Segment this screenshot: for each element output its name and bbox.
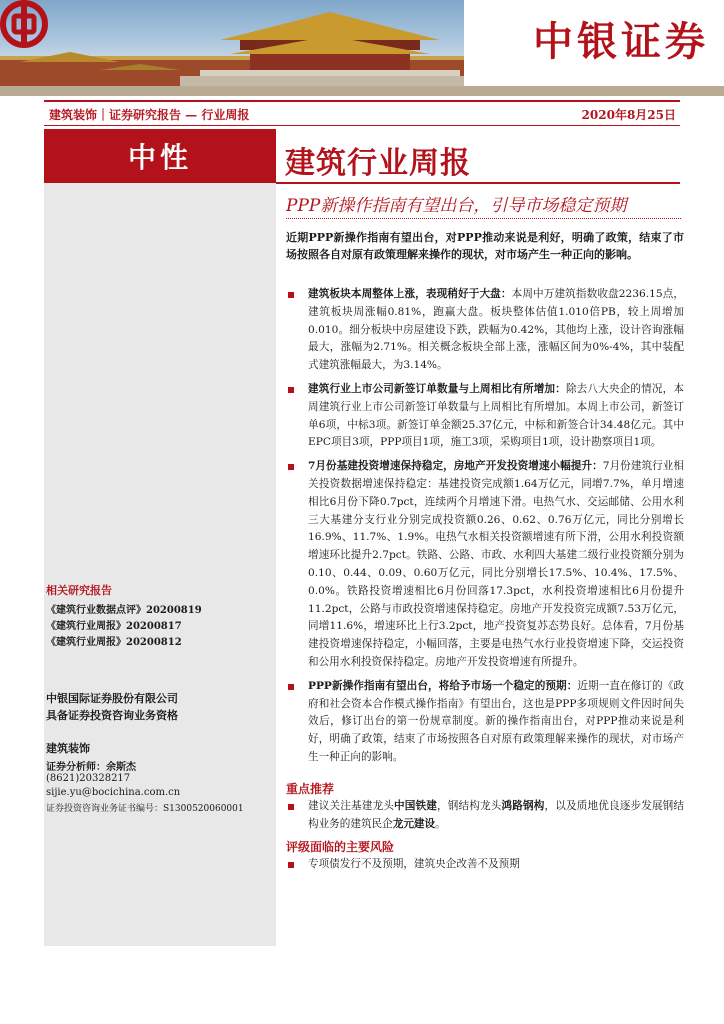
analyst-phone: (8621)20328217: [46, 773, 131, 784]
firm-qualification: 具备证券投资咨询业务资格: [46, 709, 178, 722]
report-summary: 近期PPP新操作指南有望出台，对PPP推动来说是利好，明确了政策，结束了市场按照各自对原有政策理解来操作的现状，对市场产生一种正向的影响。: [286, 231, 684, 261]
list-item: [286, 678, 684, 767]
analyst-email[interactable]: sijie.yu@bocichina.com.cn: [46, 787, 181, 798]
risk-text: 专项债发行不及预期，建筑央企改善不及预期: [308, 858, 520, 870]
bullet-body: 7月份建筑行业相关投资数据增速保持稳定：基建投资完成额1.64万亿元，同增7.7%，单月增速相比6月份下降0.7pct，连续两个月增速下滑。电热气水、交运邮储、公用水利三大基建分支行业分别完成投资额0.26、0.62、0.76万亿元，同比分别增长16.9%、11.7%、1.9%。电热气水相关投资额增速有所下滑，公用水利投资额增速环比提升2.7pct。铁路、公路、市政、水利四大基建二级行业投资额分别为0.10、0.44、0.09、0.60万亿元，同比分别增长17.5%、10.4%、17.5%、0.0%。铁路投资增速相比6月份回落17.3pct，水利投资增速相比6月份提升11.2pct，公路与市政投资增速保持稳定。房地产开发投资完成额7.53万亿元，同增11.6%，增速环比上行3.2pct，地产投资复苏态势良好。总体看，7月份基建投资增速保持稳定，小幅回落，主要是电热气水行业投资增速下降，交运投资和公用水利投资保持稳定。房地产开发投资增速有所提升。: [308, 460, 684, 668]
list-item: [286, 856, 684, 874]
bullet-square-icon: [288, 684, 294, 690]
boc-logo-icon: [0, 0, 48, 48]
list-item: [286, 458, 684, 672]
analyst-name: 证券分析师：余斯杰: [46, 762, 136, 773]
related-report-item: 《建筑行业数据点评》20200819: [46, 605, 202, 616]
rating-badge: 中性: [44, 129, 276, 183]
recommend-text: 建议关注基建龙头: [308, 800, 394, 812]
analyst-sector: 建筑装饰: [46, 742, 90, 755]
firm-name: 中银国际证券股份有限公司: [46, 692, 178, 705]
report-title: 建筑行业周报: [285, 146, 471, 181]
bullet-square-icon: [288, 292, 294, 298]
bullet-body: 本周中万建筑指数收盘2236.15点，建筑板块周涨幅0.81%，跑赢大盘。板块整体估值1.010倍PB，较上周增加0.010。细分板块中房屋建设下跌，跌幅为0.42%，其他均上涨，设计咨询涨幅最大，涨幅为2.71%。相关概念板块全部上涨，涨幅区间为0%-4%，其中装配式建筑涨幅最大，为3.14%。: [308, 288, 685, 372]
list-item: [286, 381, 684, 452]
bullet-lead: PPP新操作指南有望出台，将给予市场一个稳定的预期：: [308, 679, 578, 692]
related-report-item: 《建筑行业周报》20200817: [46, 621, 182, 632]
sidebar-panel: [44, 129, 276, 946]
analyst-certificate: 证券投资咨询业务证书编号：S1300520060001: [46, 804, 244, 814]
bullet-lead: 建筑板块本周整体上涨，表现稍好于大盘：: [308, 288, 512, 300]
stock-name: 中国铁建: [393, 800, 437, 812]
related-report-item: 《建筑行业周报》20200812: [46, 637, 182, 648]
bullet-lead: 建筑行业上市公司新签订单数量与上周相比有所增加：: [308, 382, 566, 395]
dotted-divider: [286, 218, 681, 219]
report-date: 2020年8月25日: [581, 108, 676, 122]
header-divider: [44, 100, 680, 102]
bullet-square-icon: [288, 387, 294, 393]
stock-name: 龙元建设: [392, 817, 436, 830]
related-reports-title: 相关研究报告: [46, 584, 112, 597]
subheader-divider: [44, 125, 680, 126]
bullet-body: 除去八大央企的情况，本周建筑行业上市公司新签订单数量与上周相比有所增加。本周上市公司，新签订单6项，中标3项。新签订单金额25.37亿元，中标和新签合计34.48亿元。其中EPC项目3项，PPP项目1项，施工3项，采购项目1项，设计勘察项目1项。: [308, 382, 685, 449]
recommend-title: 重点推荐: [286, 782, 335, 796]
list-item: [286, 286, 684, 375]
bullet-square-icon: [288, 804, 294, 810]
recommend-block: [286, 798, 684, 840]
bullet-body: 近期一直在修订的《政府和社会资本合作模式操作指南》有望出台，这也是PPP多项规则文件因时间失效后，修订出台的第一份规章制度。新的操作指南出台，对PPP推动来说是利好，明确了政策，结束了市场按照各自对原有政策理解来操作的现状，对市场产生一种正向的影响。: [308, 679, 684, 763]
key-points-list: [286, 286, 684, 773]
stock-name: 鸿路钢构: [501, 800, 545, 812]
brand-logo-text: 中银证券: [533, 19, 709, 65]
recommend-text: ，以及质地优良逐步发展钢结构业务的建筑民企: [308, 800, 685, 830]
risk-block: [286, 856, 684, 880]
bullet-lead: 7月份基建投资增速保持稳定，房地产开发投资增速小幅提升：: [308, 460, 603, 473]
bullet-square-icon: [288, 464, 294, 470]
header-banner-image: [0, 0, 724, 96]
recommend-text: 。: [435, 817, 446, 830]
report-subtitle: PPP新操作指南有望出台，引导市场稳定预期: [286, 196, 627, 216]
recommend-text: ，钢结构龙头: [436, 800, 502, 812]
title-divider: [276, 182, 680, 184]
bullet-square-icon: [288, 862, 294, 868]
report-category: 建筑装饰｜证券研究报告 — 行业周报: [49, 108, 250, 122]
list-item: [286, 798, 684, 834]
risk-title: 评级面临的主要风险: [286, 840, 395, 854]
